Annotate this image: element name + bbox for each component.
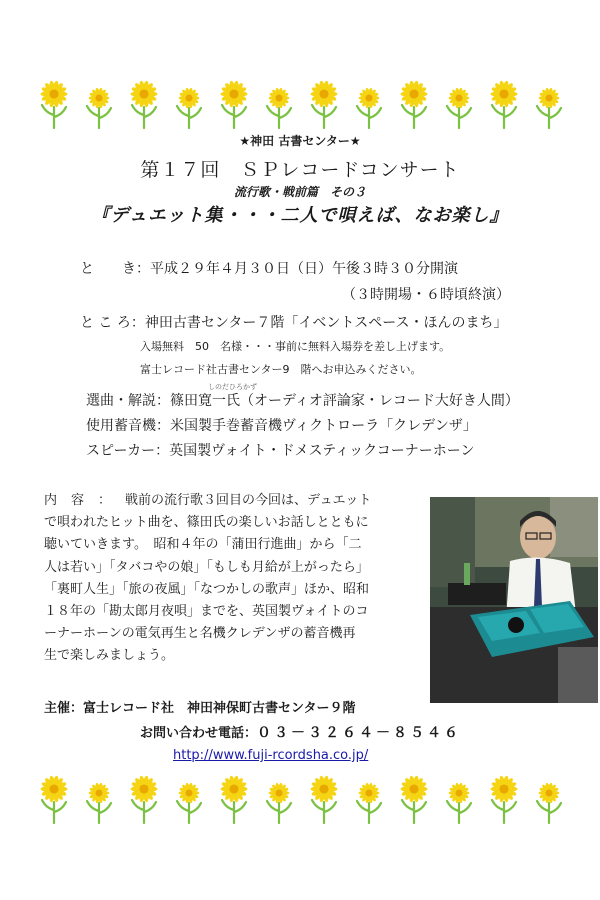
content-line-6: ーナーホーンの電気再生と名機クレデンザの蓄音機再 xyxy=(44,626,356,642)
organizer-info: 主催：富士レコード社 神田神保町古書センター９階 xyxy=(44,701,356,716)
dandelion-icon xyxy=(87,87,111,128)
dandelion-icon xyxy=(40,80,67,128)
website-link[interactable]: http://www.fuji-rcordsha.co.jp/ xyxy=(173,748,369,763)
dandelion-icon xyxy=(537,782,561,823)
dandelion-icon xyxy=(177,782,201,823)
speaker-label: スピーカー： xyxy=(86,443,170,459)
content-label: 内容： xyxy=(44,493,126,508)
content-body xyxy=(44,490,424,668)
selection-label: 選曲・解説： xyxy=(86,393,170,409)
dandelion-icon xyxy=(537,87,561,128)
player-value: 米国製手巻蓄音機ヴィクトローラ「クレデンザ」 xyxy=(170,418,477,434)
dandelion-icon xyxy=(490,80,517,128)
dandelion-border-icon xyxy=(40,775,570,825)
dandelion-icon xyxy=(130,775,157,823)
dandelion-icon xyxy=(490,775,517,823)
content-line-5: １８年の「勘太郎月夜唄」までを、英国製ヴォイトのコ xyxy=(44,604,369,620)
content-line-0: 内容：戦前の流行歌３回目の今回は、デュエット xyxy=(44,493,372,508)
player-label: 使用蓄音機： xyxy=(86,418,170,434)
when-label: と き： xyxy=(80,261,150,277)
content-line-3: 人は若い」「タバコやの娘」「もしも月給が上がったら」 xyxy=(44,559,369,575)
dandelion-icon xyxy=(310,80,337,128)
apply-note: 富士レコード社古書センター9 階へお申込みください。 xyxy=(140,363,422,376)
presenter-with-gramophone-image xyxy=(430,497,598,703)
content-line-4: 「裏町人生」「旅の夜風」「なつかしの歌声」ほか、昭和 xyxy=(44,581,370,597)
contact-row xyxy=(140,722,461,742)
when-value: 平成２９年４月３０日（日）午後３時３０分開演 xyxy=(150,261,458,277)
dandelion-icon xyxy=(357,782,381,823)
player-row xyxy=(86,415,477,435)
dandelion-icon xyxy=(130,80,157,128)
speaker-value: 英国製ヴォイト・ドメスティックコーナーホーン xyxy=(169,443,475,459)
dandelion-icon xyxy=(267,782,291,823)
dandelion-icon xyxy=(87,782,111,823)
dandelion-icon xyxy=(220,775,247,823)
dandelion-border-icon xyxy=(40,80,570,130)
content-line-2: 聴いていきます。 昭和４年の「蒲田行進曲」から「二 xyxy=(44,537,362,553)
dandelion-icon xyxy=(267,87,291,128)
where-label: と こ ろ： xyxy=(80,315,145,331)
admission-note: 入場無料 50 名様・・・事前に無料入場券を差し上げます。 xyxy=(140,340,451,353)
dandelion-icon xyxy=(40,775,67,823)
organizer-tag: ★神田 古書センター★ xyxy=(239,134,361,148)
selection-value: 篠田寛一氏（オーディオ評論家・レコード大好き人間） xyxy=(170,393,519,409)
event-title: 第１７回 ＳＰレコードコンサート xyxy=(140,159,460,181)
selection-row xyxy=(86,390,519,410)
content-line-1: で唄われたヒット曲を、篠田氏の楽しいお話しとともに xyxy=(44,515,369,531)
dandelion-icon xyxy=(447,782,471,823)
presenter-photo xyxy=(430,497,598,703)
series-title: 『デュエット集・・・二人で唄えば、なお楽し』 xyxy=(91,205,509,226)
dandelion-icon xyxy=(357,87,381,128)
dandelion-icon xyxy=(400,775,427,823)
content-line-7: 生で楽しみましょう。 xyxy=(44,648,175,664)
contact-phone: ０３－３２６４－８５４６ xyxy=(257,725,462,741)
dandelion-icon xyxy=(447,87,471,128)
bottom-flower-border xyxy=(40,775,570,825)
speaker-row xyxy=(86,440,475,460)
where-row xyxy=(80,312,508,332)
where-value: 神田古書センター７階「イベントスペース・ほんのまち」 xyxy=(144,315,508,331)
contact-label: お問い合わせ電話： xyxy=(140,726,258,741)
event-subtitle: 流行歌・戦前篇 その３ xyxy=(233,185,366,199)
dandelion-icon xyxy=(400,80,427,128)
dandelion-icon xyxy=(220,80,247,128)
top-flower-border xyxy=(40,80,570,130)
when-row xyxy=(80,258,458,278)
name-reading: しのだひろかず xyxy=(208,383,257,391)
dandelion-icon xyxy=(177,87,201,128)
when-note: （３時開場・６時頃終演） xyxy=(342,287,510,303)
dandelion-icon xyxy=(310,775,337,823)
